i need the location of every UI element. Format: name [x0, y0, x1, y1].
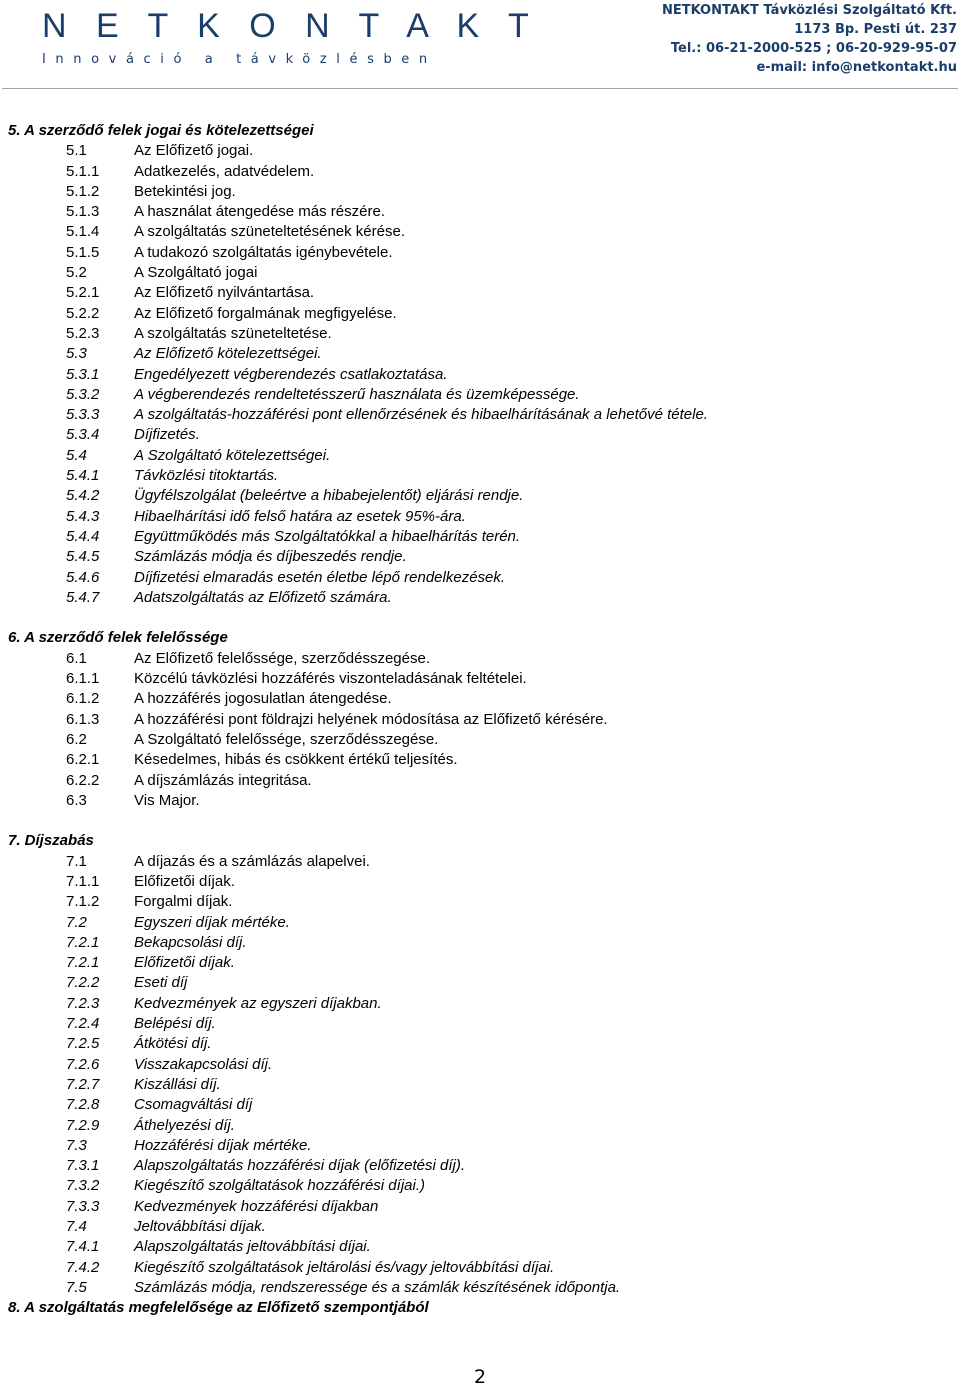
toc-entry-text: A díjszámlázás integritása. — [134, 771, 312, 789]
toc-entry-text: A tudakozó szolgáltatás igénybevétele. — [134, 243, 393, 261]
toc-entry — [8, 222, 958, 242]
company-email: e-mail: info@netkontakt.hu — [756, 60, 957, 75]
toc-entry-number: 5.4.7 — [66, 588, 100, 606]
toc-entry-text: Ügyfélszolgálat (beleértve a hibabejelentőt) eljárási rendje. — [134, 487, 524, 505]
company-name: NETKONTAKT Távközlési Szolgáltató Kft. — [661, 3, 957, 18]
toc-entry-number: 6.2 — [66, 730, 87, 748]
toc-entry-number: 7.2.6 — [66, 1055, 100, 1073]
toc-entry-number: 7.2 — [66, 913, 87, 931]
toc-entry-text: Az Előfizető forgalmának megfigyelése. — [134, 304, 397, 322]
toc-entry — [8, 649, 958, 669]
company-phone: Tel.: 06-21-2000-525 ; 06-20-929-95-07 — [670, 41, 957, 56]
toc-entry — [8, 304, 958, 324]
toc-entry-text: Visszakapcsolási díj. — [134, 1055, 273, 1073]
toc-entry — [8, 1055, 958, 1075]
toc-entry — [8, 973, 958, 993]
toc-entry — [8, 1034, 958, 1054]
toc-entry — [8, 933, 958, 953]
toc-entry-text: Betekintési jog. — [134, 182, 236, 200]
toc-entry-number: 6.3 — [66, 791, 87, 809]
toc-entry-number: 7.2.3 — [66, 994, 100, 1012]
toc-entry — [8, 1278, 958, 1298]
toc-entry — [8, 1237, 958, 1257]
toc-entry-text: Kiszállási díj. — [134, 1075, 221, 1093]
toc-entry — [8, 547, 958, 567]
toc-entry — [8, 568, 958, 588]
toc-entry-number: 5.2.3 — [66, 324, 100, 342]
toc-entry-number: 7.2.8 — [66, 1096, 100, 1114]
toc-entry — [8, 730, 958, 750]
page-header — [0, 0, 960, 92]
toc-entry-number: 5.4.3 — [66, 507, 100, 525]
toc-entry-number: 5.2.1 — [66, 284, 100, 302]
toc-entry-text: Késedelmes, hibás és csökkent értékű teljesítés. — [134, 751, 458, 769]
toc-entry-text: Előfizetői díjak. — [134, 872, 235, 890]
toc-entry — [8, 892, 958, 912]
toc-entry — [8, 1075, 958, 1095]
company-address: 1173 Bp. Pesti út. 237 — [794, 22, 957, 37]
toc-entry — [8, 202, 958, 222]
section-heading — [8, 121, 958, 141]
toc-entry-number: 7.2.1 — [66, 933, 100, 951]
toc-entry-number: 5.1.2 — [66, 182, 100, 200]
toc-entry-text: A Szolgáltató jogai — [134, 264, 258, 282]
toc-entry-text: Alapszolgáltatás jeltovábbítási díjai. — [134, 1238, 371, 1256]
toc-entry — [8, 405, 958, 425]
toc-entry-text: Egyszeri díjak mértéke. — [134, 913, 290, 931]
toc-entry — [8, 669, 958, 689]
toc-entry-number: 7.4.1 — [66, 1238, 100, 1256]
toc-entry-number: 5.4.2 — [66, 487, 100, 505]
toc-entry — [8, 1116, 958, 1136]
toc-entry — [8, 446, 958, 466]
toc-entry-number: 5.2.2 — [66, 304, 100, 322]
toc-entry-text: Díjfizetés. — [134, 426, 200, 444]
toc-entry-text: Az Előfizető felelőssége, szerződésszegése. — [134, 649, 430, 667]
toc-entry-text: Adatszolgáltatás az Előfizető számára. — [134, 588, 392, 606]
toc-entry — [8, 141, 958, 161]
toc-entry — [8, 324, 958, 344]
section-heading — [8, 831, 958, 851]
section-title: 7. Díjszabás — [8, 832, 94, 850]
toc-entry-number: 5.3.2 — [66, 385, 100, 403]
section-title: 8. A szolgáltatás megfelelősége az Előfizető szempontjából — [8, 1299, 429, 1317]
toc-entry-number: 7.3.1 — [66, 1157, 100, 1175]
toc-entry-text: Kedvezmények hozzáférési díjakban — [134, 1197, 379, 1215]
toc-entry — [8, 425, 958, 445]
toc-entry-number: 5.4.4 — [66, 527, 100, 545]
toc-entry-number: 7.3 — [66, 1136, 87, 1154]
toc-entry-text: Távközlési titoktartás. — [134, 467, 279, 485]
toc-entry-text: Alapszolgáltatás hozzáférési díjak (előfizetési díj). — [134, 1157, 465, 1175]
toc-entry — [8, 994, 958, 1014]
toc-entry-text: Díjfizetési elmaradás esetén életbe lépő rendelkezések. — [134, 568, 506, 586]
toc-entry — [8, 1156, 958, 1176]
toc-entry — [8, 1176, 958, 1196]
toc-entry — [8, 1095, 958, 1115]
toc-entry-number: 6.2.2 — [66, 771, 100, 789]
toc-entry-number: 5.4.5 — [66, 548, 100, 566]
toc-entry — [8, 1217, 958, 1237]
toc-entry — [8, 1014, 958, 1034]
toc-entry-text: A szolgáltatás szüneteltetésének kérése. — [134, 223, 405, 241]
toc-entry-number: 5.1 — [66, 142, 87, 160]
toc-entry-number: 5.1.1 — [66, 162, 100, 180]
toc-entry-number: 5.1.3 — [66, 203, 100, 221]
toc-entry-text: Hozzáférési díjak mértéke. — [134, 1136, 312, 1154]
toc-entry — [8, 263, 958, 283]
contact-block — [662, 1, 957, 77]
toc-entry-number: 5.3.1 — [66, 365, 100, 383]
toc-entry-text: A szolgáltatás-hozzáférési pont ellenőrzésének és hibaelhárításának a lehetővé tétele. — [134, 406, 708, 424]
toc-entry-text: A végberendezés rendeltetésszerű használata és üzemképessége. — [134, 385, 580, 403]
toc-entry — [8, 527, 958, 547]
logo-wordmark: N E T K O N T A K T — [42, 7, 539, 45]
toc-entry — [8, 182, 958, 202]
toc-entry-text: Bekapcsolási díj. — [134, 933, 247, 951]
toc-entry-text: Adatkezelés, adatvédelem. — [134, 162, 315, 180]
toc-entry — [8, 852, 958, 872]
toc-entry — [8, 385, 958, 405]
toc-entry-number: 7.3.2 — [66, 1177, 100, 1195]
toc-entry-text: Kedvezmények az egyszeri díjakban. — [134, 994, 382, 1012]
toc-entry-number: 7.2.9 — [66, 1116, 100, 1134]
toc-entry-text: A Szolgáltató kötelezettségei. — [134, 446, 331, 464]
toc-entry-text: Előfizetői díjak. — [134, 954, 235, 972]
section-spacer — [8, 811, 958, 831]
toc-entry-text: A Szolgáltató felelőssége, szerződésszegése. — [134, 730, 439, 748]
toc-entry — [8, 913, 958, 933]
toc-entry-text: Számlázás módja és díjbeszedés rendje. — [134, 548, 407, 566]
toc-entry — [8, 791, 958, 811]
toc-entry — [8, 486, 958, 506]
toc-entry-text: Átkötési díj. — [134, 1035, 212, 1053]
toc-entry-number: 7.2.5 — [66, 1035, 100, 1053]
toc-entry — [8, 1136, 958, 1156]
section-title: 5. A szerződő felek jogai és kötelezettségei — [8, 122, 314, 139]
toc-entry-text: Forgalmi díjak. — [134, 893, 233, 911]
toc-entry-text: A hozzáférési pont földrajzi helyének módosítása az Előfizető kérésére. — [134, 710, 608, 728]
toc-entry-text: Együttműködés más Szolgáltatókkal a hibaelhárítás terén. — [134, 527, 521, 545]
toc-entry-text: Eseti díj — [134, 974, 188, 992]
toc-entry-number: 7.2.7 — [66, 1075, 100, 1093]
header-divider — [2, 88, 958, 89]
toc-entry — [8, 710, 958, 730]
toc-entry — [8, 243, 958, 263]
toc-entry-number: 7.3.3 — [66, 1197, 100, 1215]
toc-entry-text: Kiegészítő szolgáltatások jeltárolási és/vagy jeltovábbítási díjai. — [134, 1258, 555, 1276]
toc-entry-text: Az Előfizető jogai. — [134, 142, 254, 160]
toc-entry-number: 7.2.2 — [66, 974, 100, 992]
toc-entry-text: Belépési díj. — [134, 1015, 216, 1033]
toc-entry-number: 7.2.4 — [66, 1015, 100, 1033]
toc-entry — [8, 953, 958, 973]
toc-entry — [8, 507, 958, 527]
toc-entry-text: Hibaelhárítási idő felső határa az esetek 95%-ára. — [134, 507, 466, 525]
section-heading — [8, 1298, 958, 1318]
toc-entry — [8, 771, 958, 791]
toc-entry-number: 5.3.3 — [66, 406, 100, 424]
toc-entry-text: Az Előfizető kötelezettségei. — [134, 345, 322, 363]
toc-entry-text: A használat átengedése más részére. — [134, 203, 385, 221]
toc-entry-number: 7.4.2 — [66, 1258, 100, 1276]
section-title: 6. A szerződő felek felelőssége — [8, 629, 228, 647]
toc-entry — [8, 162, 958, 182]
toc-entry-number: 7.4 — [66, 1218, 87, 1236]
toc-entry — [8, 1197, 958, 1217]
toc-entry-text: Csomagváltási díj — [134, 1096, 253, 1114]
toc-entry — [8, 588, 958, 608]
toc-entry-text: Az Előfizető nyilvántartása. — [134, 284, 315, 302]
toc-entry-number: 5.3.4 — [66, 426, 100, 444]
toc-entry-number: 5.4.1 — [66, 467, 100, 485]
toc-entry — [8, 689, 958, 709]
company-logo — [42, 4, 539, 67]
toc-entry-text: Áthelyezési díj. — [134, 1116, 235, 1134]
page-number: 2 — [473, 1366, 487, 1388]
toc-entry — [8, 344, 958, 364]
toc-entry-text: Számlázás módja, rendszeressége és a számlák készítésének időpontja. — [134, 1278, 621, 1296]
toc-entry-number: 6.1.3 — [66, 710, 100, 728]
toc-entry-number: 7.1.1 — [66, 872, 100, 890]
toc-entry-number: 5.4.6 — [66, 568, 100, 586]
section-heading — [8, 628, 958, 648]
toc-entry-number: 7.5 — [66, 1278, 87, 1296]
toc-entry-number: 6.1.2 — [66, 690, 100, 708]
toc-entry — [8, 750, 958, 770]
toc-entry-number: 6.1 — [66, 649, 87, 667]
toc-entry — [8, 283, 958, 303]
toc-entry-text: A hozzáférés jogosulatlan átengedése. — [134, 690, 392, 708]
logo-tagline: Innováció a távközlésben — [42, 52, 437, 67]
toc-entry-text: Közcélú távközlési hozzáférés viszonteladásának feltételei. — [134, 670, 527, 688]
toc-entry-number: 5.1.4 — [66, 223, 100, 241]
toc-entry — [8, 365, 958, 385]
toc-entry-text: Jeltovábbítási díjak. — [134, 1218, 266, 1236]
toc-entry — [8, 1258, 958, 1278]
toc-entry-number: 6.2.1 — [66, 751, 100, 769]
section-spacer — [8, 608, 958, 628]
toc-entry-number: 5.2 — [66, 264, 87, 282]
toc-entry-number: 5.1.5 — [66, 243, 100, 261]
table-of-contents — [8, 121, 958, 1319]
toc-entry-number: 5.4 — [66, 446, 87, 464]
toc-entry-text: A díjazás és a számlázás alapelvei. — [134, 852, 370, 870]
toc-entry-number: 6.1.1 — [66, 670, 100, 688]
toc-entry-text: Kiegészítő szolgáltatások hozzáférési díjai.) — [134, 1177, 425, 1195]
toc-entry — [8, 466, 958, 486]
toc-entry-text: Engedélyezett végberendezés csatlakoztatása. — [134, 365, 448, 383]
toc-entry-number: 7.1 — [66, 852, 87, 870]
toc-entry — [8, 872, 958, 892]
toc-entry-text: A szolgáltatás szüneteltetése. — [134, 324, 332, 342]
toc-entry-number: 5.3 — [66, 345, 87, 363]
toc-entry-text: Vis Major. — [134, 791, 200, 809]
toc-entry-number: 7.1.2 — [66, 893, 100, 911]
toc-entry-number: 7.2.1 — [66, 954, 100, 972]
